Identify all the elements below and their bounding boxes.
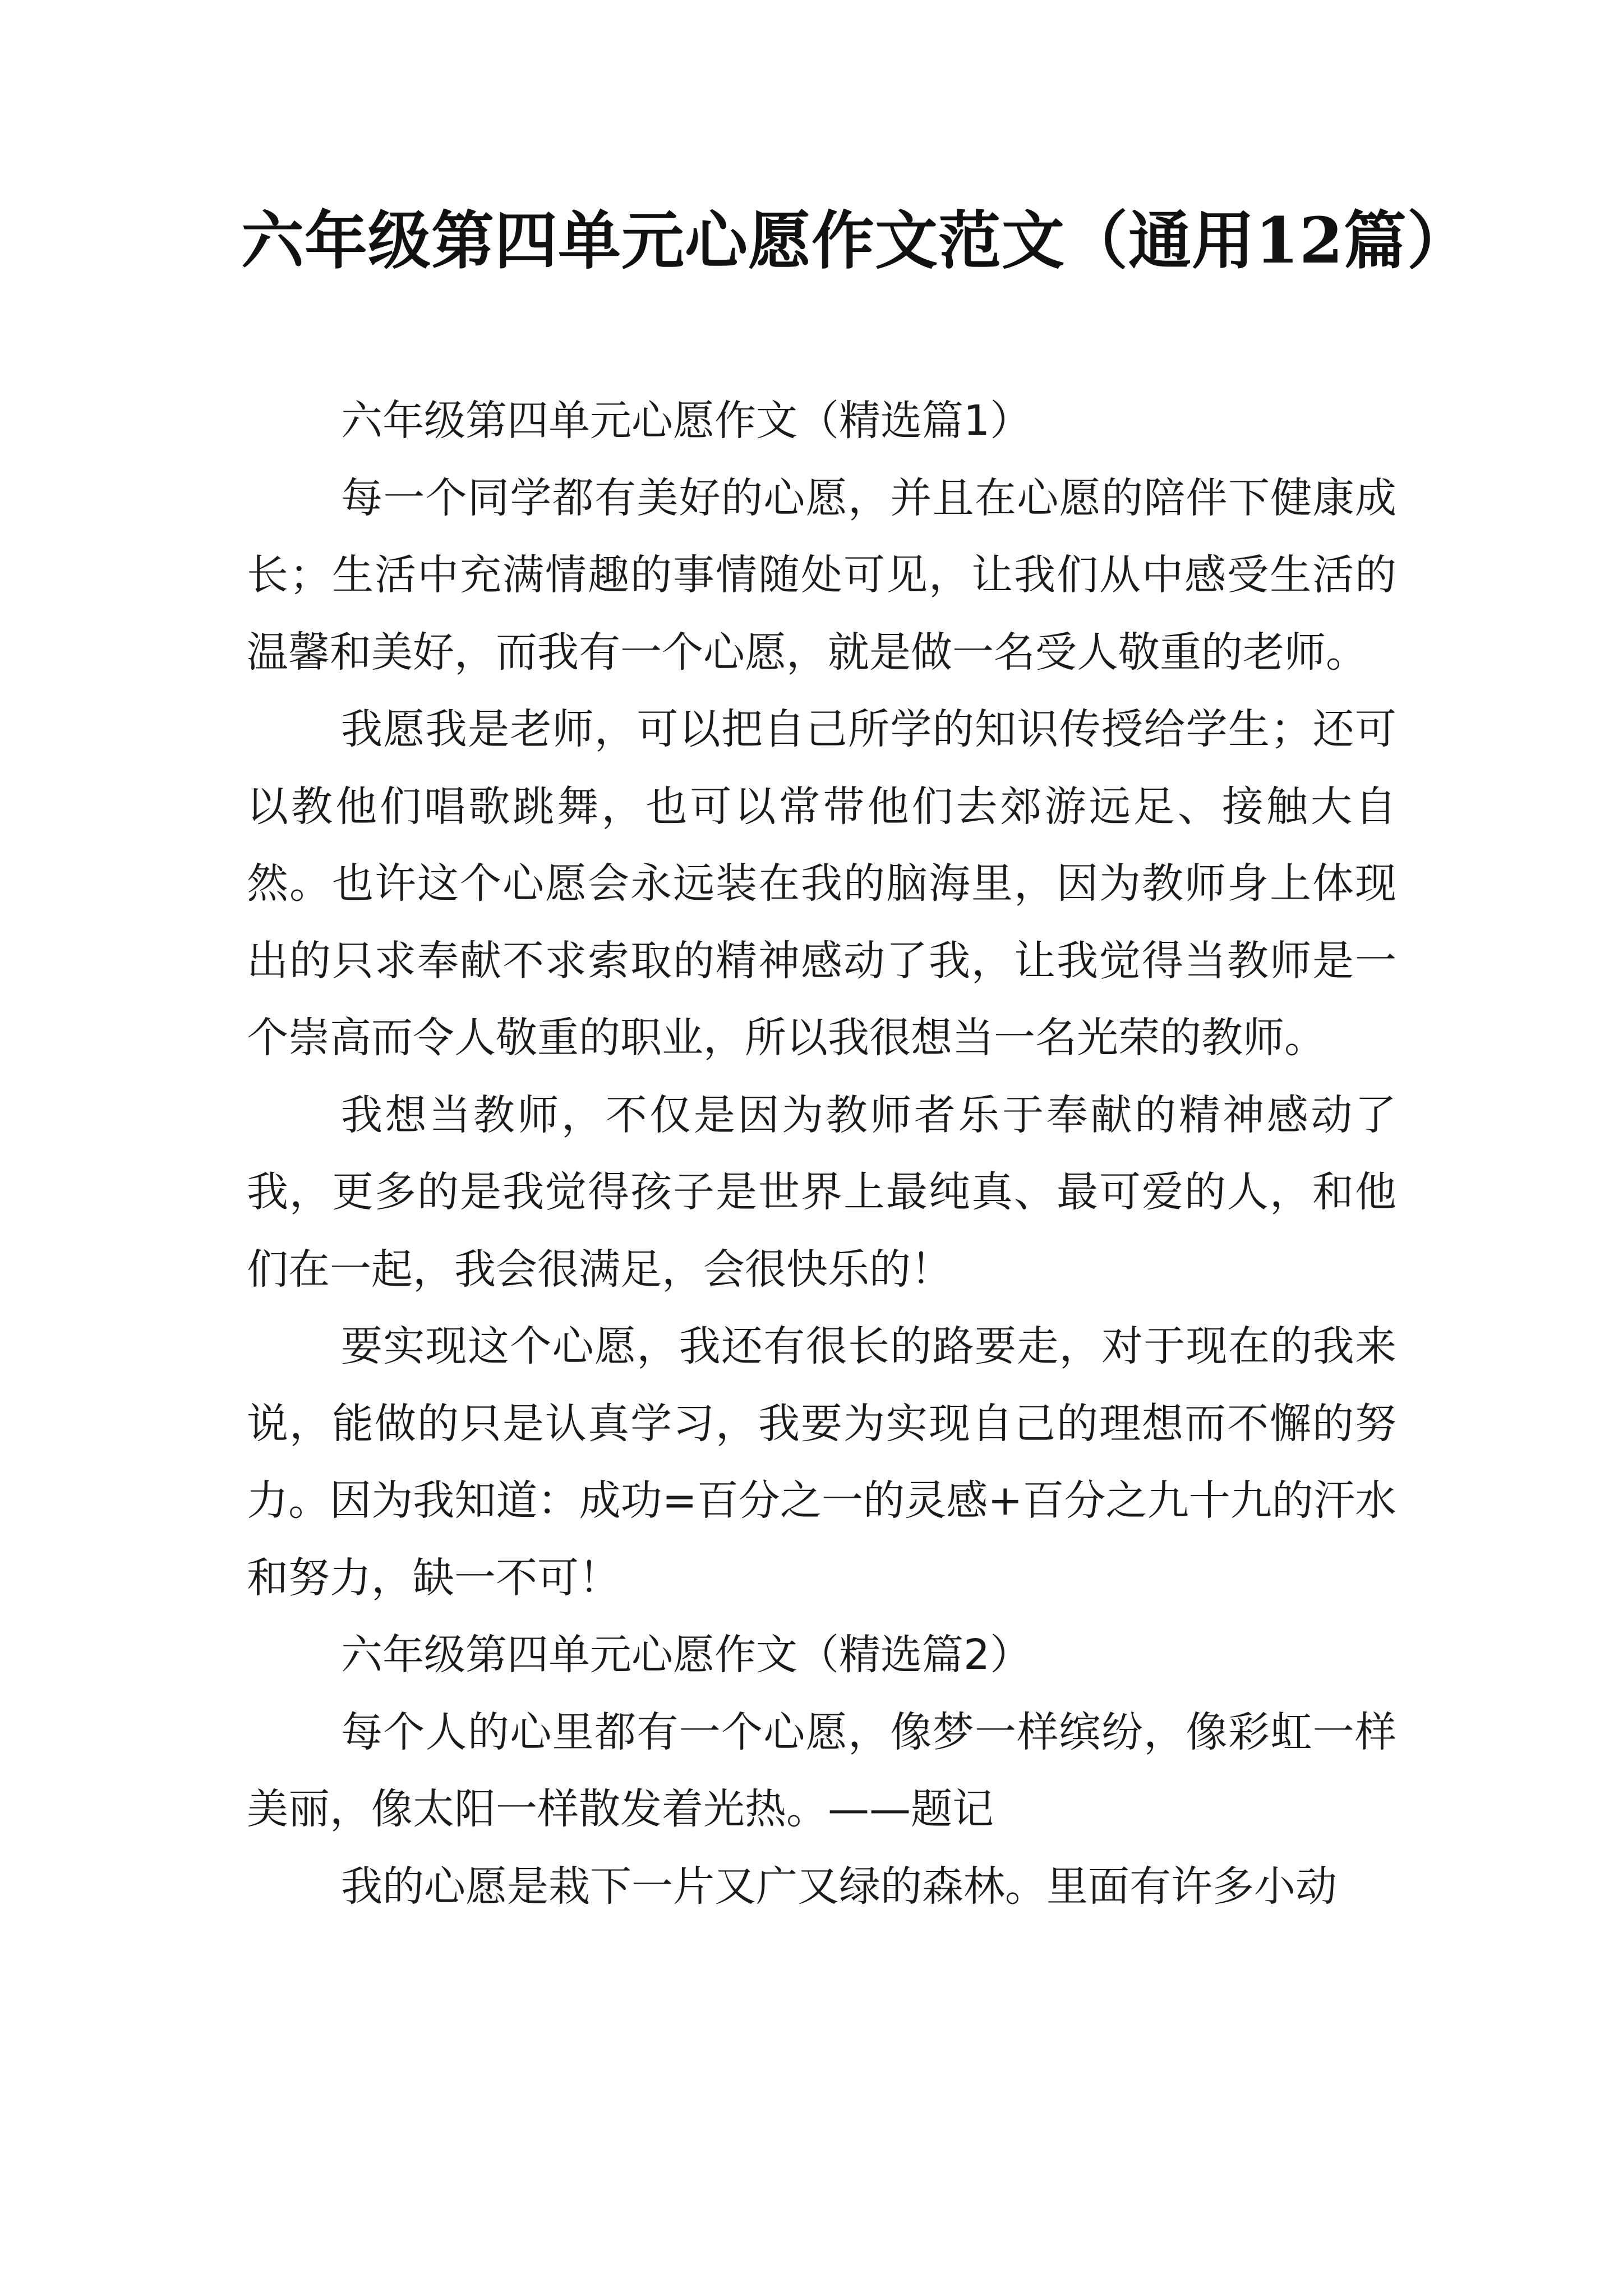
document-title: 六年级第四单元心愿作文范文（通用12篇） [241,204,1470,278]
paragraph: 每个人的心里都有一个心愿，像梦一样缤纷，像彩虹一样美丽，像太阳一样散发着光热。——题记 [247,1708,1396,1833]
section-heading-1: 六年级第四单元心愿作文（精选篇1） [341,397,1032,445]
section-heading-2: 六年级第四单元心愿作文（精选篇2） [341,1631,1032,1679]
document-body [247,383,1396,1925]
paragraph: 我想当教师，不仅是因为教师者乐于奉献的精神感动了我，更多的是我觉得孩子是世界上最纯真、最可爱的人，和他们在一起，我会很满足，会很快乐的！ [247,1091,1396,1294]
paragraph: 我的心愿是栽下一片又广又绿的森林。里面有许多小动 [341,1862,1337,1911]
paragraph: 我愿我是老师，可以把自己所学的知识传授给学生；还可以教他们唱歌跳舞，也可以常带他们去郊游远足、接触大自然。也许这个心愿会永远装在我的脑海里，因为教师身上体现出的只求奉献不求索取的精神感动了我，让我觉得当教师是一个崇高而令人敬重的职业，所以我很想当一名光荣的教师。 [247,705,1396,1062]
paragraph: 要实现这个心愿，我还有很长的路要走，对于现在的我来说，能做的只是认真学习，我要为实现自己的理想而不懈的努力。因为我知道：成功=百分之一的灵感+百分之九十九的汗水和努力，缺一不可！ [247,1322,1396,1602]
paragraph: 每一个同学都有美好的心愿，并且在心愿的陪伴下健康成长；生活中充满情趣的事情随处可见，让我们从中感受生活的温馨和美好，而我有一个心愿，就是做一名受人敬重的老师。 [247,473,1396,677]
